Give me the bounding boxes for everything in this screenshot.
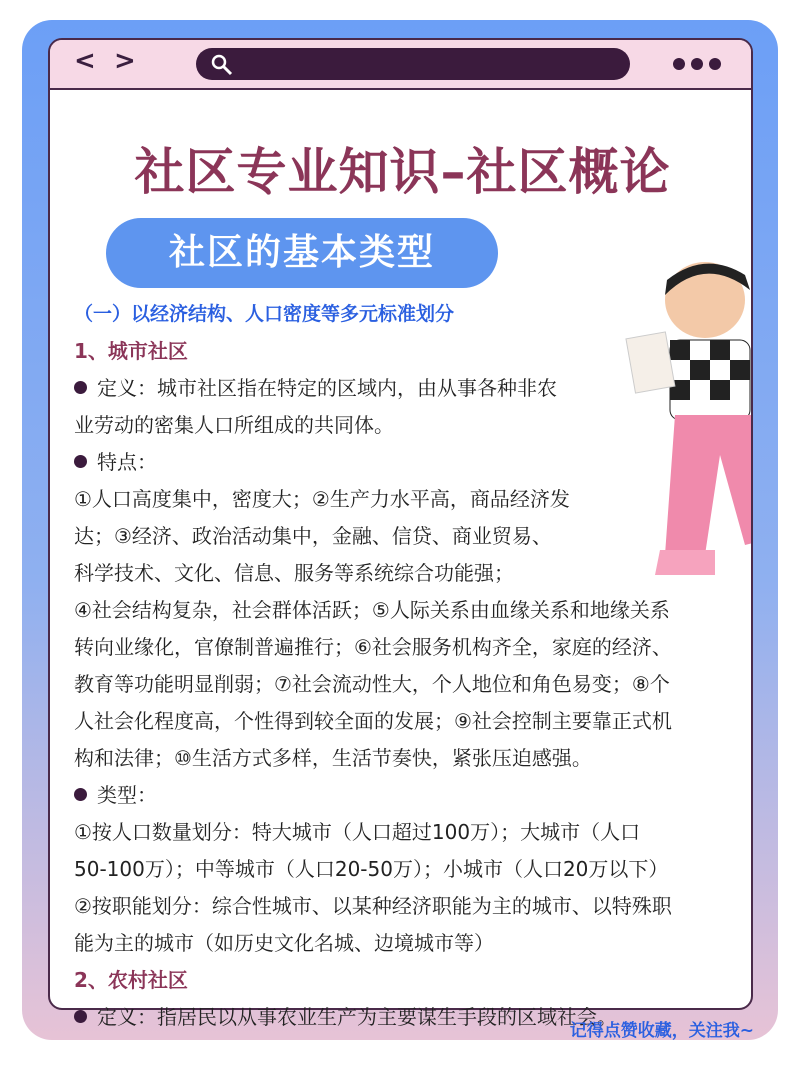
forward-button[interactable]: > bbox=[114, 46, 136, 76]
section-pill: 社区的基本类型 bbox=[106, 218, 498, 288]
text-line: ②按职能划分：综合性城市、以某种经济职能为主的城市、以特殊职 bbox=[74, 894, 672, 918]
text-line: 50-100万）；中等城市（人口20-50万）；小城市（人口20万以下） bbox=[74, 857, 669, 881]
bullet-icon bbox=[74, 788, 87, 801]
text-line: 定义：城市社区指在特定的区域内，由从事各种非农 bbox=[97, 376, 557, 400]
text-line: 构和法律；⑩生活方式多样，生活节奏快，紧张压迫感强。 bbox=[74, 746, 592, 770]
search-bar[interactable] bbox=[196, 48, 630, 80]
text-line: 科学技术、文化、信息、服务等系统综合功能强； bbox=[74, 561, 514, 585]
footer-text: 记得点赞收藏，关注我~ bbox=[569, 1021, 754, 1041]
urban-heading: 1、城市社区 bbox=[74, 339, 188, 363]
bullet-icon bbox=[74, 381, 87, 394]
features-label: 特点： bbox=[97, 450, 157, 474]
browser-toolbar bbox=[50, 40, 751, 90]
bullet-icon bbox=[74, 1010, 87, 1023]
text-line: 转向业缘化，官僚制普遍推行；⑥社会服务机构齐全，家庭的经济、 bbox=[74, 635, 672, 659]
text-line: ①按人口数量划分：特大城市（人口超过100万）；大城市（人口 bbox=[74, 820, 641, 844]
text-line: 业劳动的密集人口所组成的共同体。 bbox=[74, 413, 394, 437]
search-icon bbox=[210, 53, 234, 77]
back-button[interactable]: < bbox=[74, 46, 96, 76]
bullet-icon bbox=[74, 455, 87, 468]
types-label: 类型： bbox=[97, 783, 157, 807]
text-line: 能为主的城市（如历史文化名城、边境城市等） bbox=[74, 931, 494, 955]
text-line: 定义：指居民以从事农业生产为主要谋生手段的区域社会。 bbox=[97, 1005, 617, 1029]
text-line: 人社会化程度高，个性得到较全面的发展；⑨社会控制主要靠正式机 bbox=[74, 709, 672, 733]
text-line: ④社会结构复杂，社会群体活跃；⑤人际关系由血缘关系和地缘关系 bbox=[74, 598, 670, 622]
text-line: 达；③经济、政治活动集中，金融、信贷、商业贸易、 bbox=[74, 524, 552, 548]
more-icon[interactable] bbox=[673, 58, 721, 70]
text-line: ①人口高度集中，密度大；②生产力水平高，商品经济发 bbox=[74, 487, 570, 511]
text-line: 教育等功能明显削弱；⑦社会流动性大，个人地位和角色易变；⑧个 bbox=[74, 672, 670, 696]
content bbox=[74, 296, 754, 1036]
page-title: 社区专业知识–社区概论 bbox=[134, 143, 671, 201]
section-heading: （一）以经济结构、人口密度等多元标准划分 bbox=[74, 303, 455, 325]
rural-heading: 2、农村社区 bbox=[74, 968, 188, 992]
